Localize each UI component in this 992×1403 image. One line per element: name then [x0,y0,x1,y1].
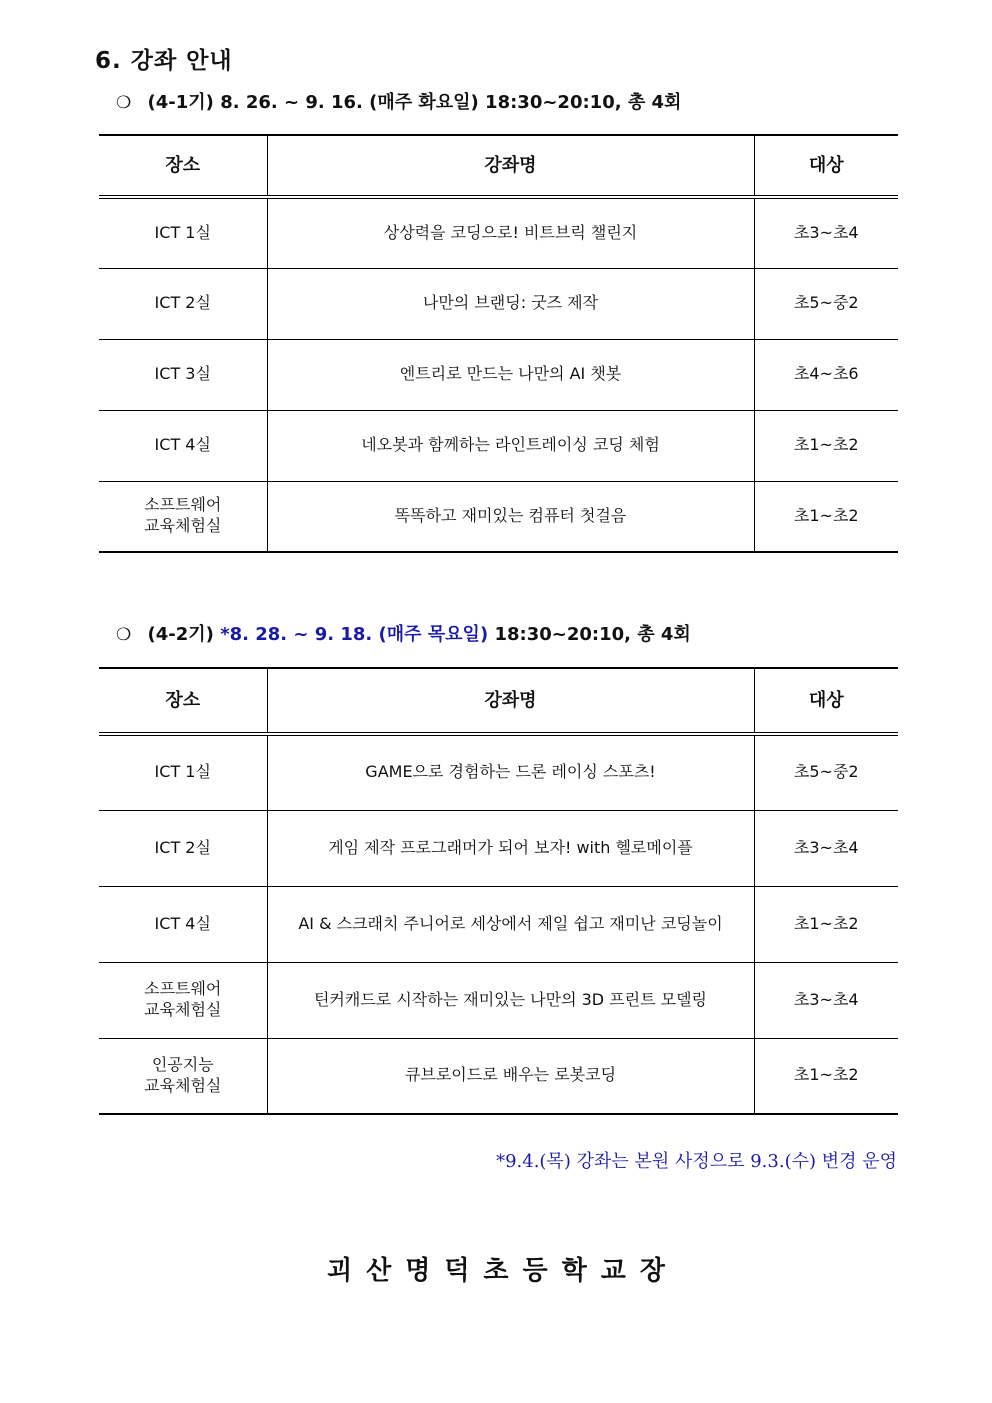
cell-place [99,339,267,410]
cell-place [99,1038,267,1114]
cell-target: 초1~초2 [754,481,898,552]
cell-place [99,268,267,339]
section-title: 6. 강좌 안내 [95,48,233,74]
cell-course: AI & 스크래치 주니어로 세상에서 제일 쉽고 재미난 코딩놀이 [267,886,754,962]
place-line1: 인공지능 [151,1054,214,1074]
school-principal-signature: 괴산명덕초등학교장 [326,1256,680,1286]
cell-place [99,734,267,810]
header-course: 강좌명 [267,135,754,197]
cell-course: 틴커캐드로 시작하는 재미있는 나만의 3D 프린트 모델링 [267,962,754,1038]
session1-dates: 8. 26. ~ 9. 16. (매주 화요일) [220,92,479,113]
table-row [99,886,898,962]
circle-bullet-icon: ❍ [116,93,132,113]
table-header-row [99,135,898,197]
session2-dates: *8. 28. ~ 9. 18. (매주 목요일) [220,624,489,645]
place-line1: 소프트웨어 [144,979,222,999]
cell-target: 초4~초6 [754,339,898,410]
cell-target: 초5~중2 [754,268,898,339]
header-place: 장소 [99,135,267,197]
cell-course: 네오봇과 함께하는 라인트레이싱 코딩 체험 [267,410,754,481]
cell-course: 큐브로이드로 배우는 로봇코딩 [267,1038,754,1114]
table-row [99,339,898,410]
session2-table [99,667,898,1115]
cell-course: 나만의 브랜딩: 굿즈 제작 [267,268,754,339]
session1-label: (4-1기) [147,92,214,113]
cell-target: 초5~중2 [754,734,898,810]
header-target: 대상 [754,668,898,734]
circle-bullet-icon: ❍ [116,625,132,645]
table-row [99,268,898,339]
cell-target: 초3~초4 [754,197,898,268]
cell-course: 똑똑하고 재미있는 컴퓨터 첫걸음 [267,481,754,552]
place-line1: ICT 4실 [154,435,211,455]
cell-place [99,962,267,1038]
cell-place [99,410,267,481]
session1-table [99,134,898,553]
cell-target: 초3~초4 [754,810,898,886]
cell-course: GAME으로 경험하는 드론 레이싱 스포츠! [267,734,754,810]
place-line2: 교육체험실 [144,516,222,536]
table-row [99,1038,898,1114]
table-row [99,734,898,810]
table-row [99,810,898,886]
place-line1: ICT 3실 [154,364,211,384]
cell-target: 초3~초4 [754,962,898,1038]
header-target: 대상 [754,135,898,197]
schedule-change-note: *9.4.(목) 강좌는 본원 사정으로 9.3.(수) 변경 운영 [496,1151,897,1172]
session1-time: 18:30~20:10, 총 4회 [485,92,682,113]
header-course: 강좌명 [267,668,754,734]
session2-time: 18:30~20:10, 총 4회 [494,624,691,645]
place-line2: 교육체험실 [144,1075,222,1095]
place-line1: ICT 1실 [154,222,211,242]
cell-course: 상상력을 코딩으로! 비트브릭 챌린지 [267,197,754,268]
cell-place [99,886,267,962]
table-row [99,410,898,481]
table-row [99,962,898,1038]
cell-place [99,481,267,552]
cell-course: 엔트리로 만드는 나만의 AI 챗봇 [267,339,754,410]
cell-course: 게임 제작 프로그래머가 되어 보자! with 헬로메이플 [267,810,754,886]
header-place: 장소 [99,668,267,734]
session2-heading [116,620,691,646]
cell-target: 초1~초2 [754,410,898,481]
place-line2: 교육체험실 [144,1000,222,1019]
place-line1: 소프트웨어 [144,495,222,515]
table-row [99,481,898,552]
cell-place [99,197,267,268]
table-row [99,197,898,268]
place-line1: ICT 2실 [154,837,211,857]
place-line1: ICT 1실 [154,762,211,782]
session1-heading [116,88,681,114]
cell-target: 초1~초2 [754,886,898,962]
session2-label: (4-2기) [147,624,214,645]
place-line1: ICT 4실 [154,913,211,933]
place-line1: ICT 2실 [154,293,211,313]
cell-place [99,810,267,886]
table-header-row [99,668,898,734]
cell-target: 초1~초2 [754,1038,898,1114]
